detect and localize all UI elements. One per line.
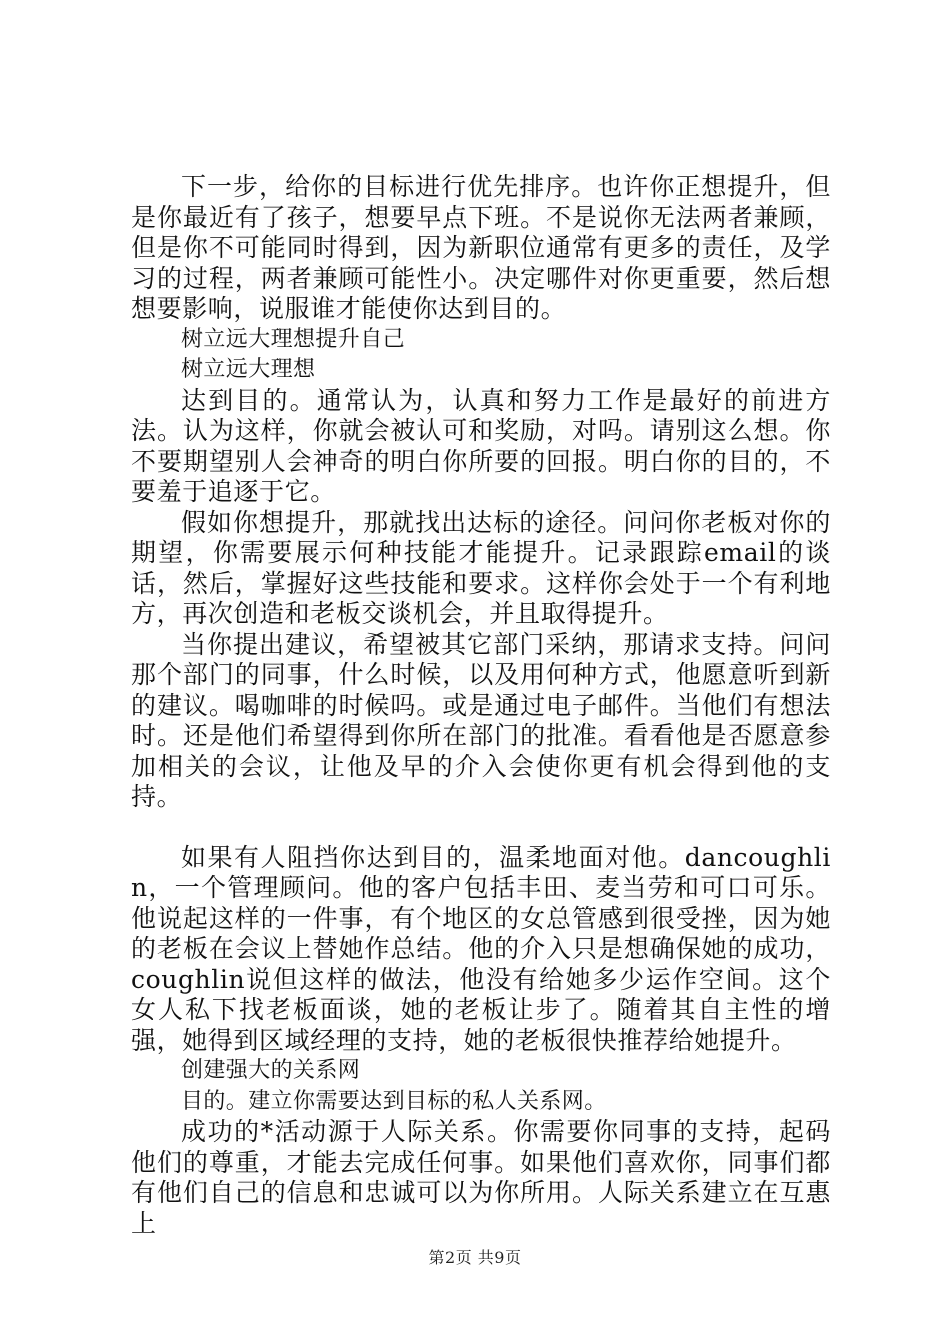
subsection-heading: 树立远大理想 xyxy=(181,357,316,382)
paragraph-relationships: 成功的*活动源于人际关系。你需要你同事的支持，起码他们的尊重，才能去完成任何事。如果他们喜欢你，同事们都有他们自己的信息和忠诚可以为你所用。人际关系建立在互惠上 xyxy=(131,1117,831,1238)
paragraph-network-goal: 目的。建立你需要达到目标的私人关系网。 xyxy=(181,1088,607,1114)
page-number-footer: 第2页 共9页 xyxy=(428,1248,522,1267)
section-heading: 树立远大理想提升自己 xyxy=(181,326,406,352)
paragraph-achieve-goal: 达到目的。通常认为，认真和努力工作是最好的前进方法。认为这样，你就会被认可和奖励，对吗。请别这么想。你不要期望别人会神奇的明白你所要的回报。明白你的目的，不要羞于追逐于它。 xyxy=(131,385,831,506)
paragraph-obstacle: 如果有人阻挡你达到目的，温柔地面对他。dancoughlin，一个管理顾问。他的客户包括丰田、麦当劳和可口可乐。他说起这样的一件事，有个地区的女总管感到很受挫，因为她的老板在会议上替她作总结。他的介入只是想确保她的成功，coughlin说但这样的做法，他没有给她多少运作空间。这个女人私下找老板面谈，她的老板让步了。随着其自主性的增强，她得到区域经理的支持，她的老板很快推荐给她提升。 xyxy=(131,842,831,1055)
section-heading-network: 创建强大的关系网 xyxy=(181,1058,361,1083)
paragraph-suggestion-support: 当你提出建议，希望被其它部门采纳，那请求支持。问问那个部门的同事，什么时候，以及用何种方式，他愿意听到新的建议。喝咖啡的时候吗。或是通过电子邮件。当他们有想法时。还是他们希望得到你所在部门的批准。看看他是否愿意参加相关的会议，让他及早的介入会使你更有机会得到他的支持。 xyxy=(131,629,831,811)
paragraph-promotion: 假如你想提升，那就找出达标的途径。问问你老板对你的期望，你需要展示何种技能才能提升。记录跟踪email的谈话，然后，掌握好这些技能和要求。这样你会处于一个有利地方，再次创造和老板交谈机会，并且取得提升。 xyxy=(131,507,831,628)
paragraph-prioritize-goals: 下一步，给你的目标进行优先排序。也许你正想提升，但是你最近有了孩子，想要早点下班。不是说你无法两者兼顾，但是你不可能同时得到，因为新职位通常有更多的责任，及学习的过程，两者兼顾可能性小。决定哪件对你更重要，然后想想要影响，说服谁才能使你达到目的。 xyxy=(131,172,831,323)
document-body xyxy=(131,172,831,1239)
